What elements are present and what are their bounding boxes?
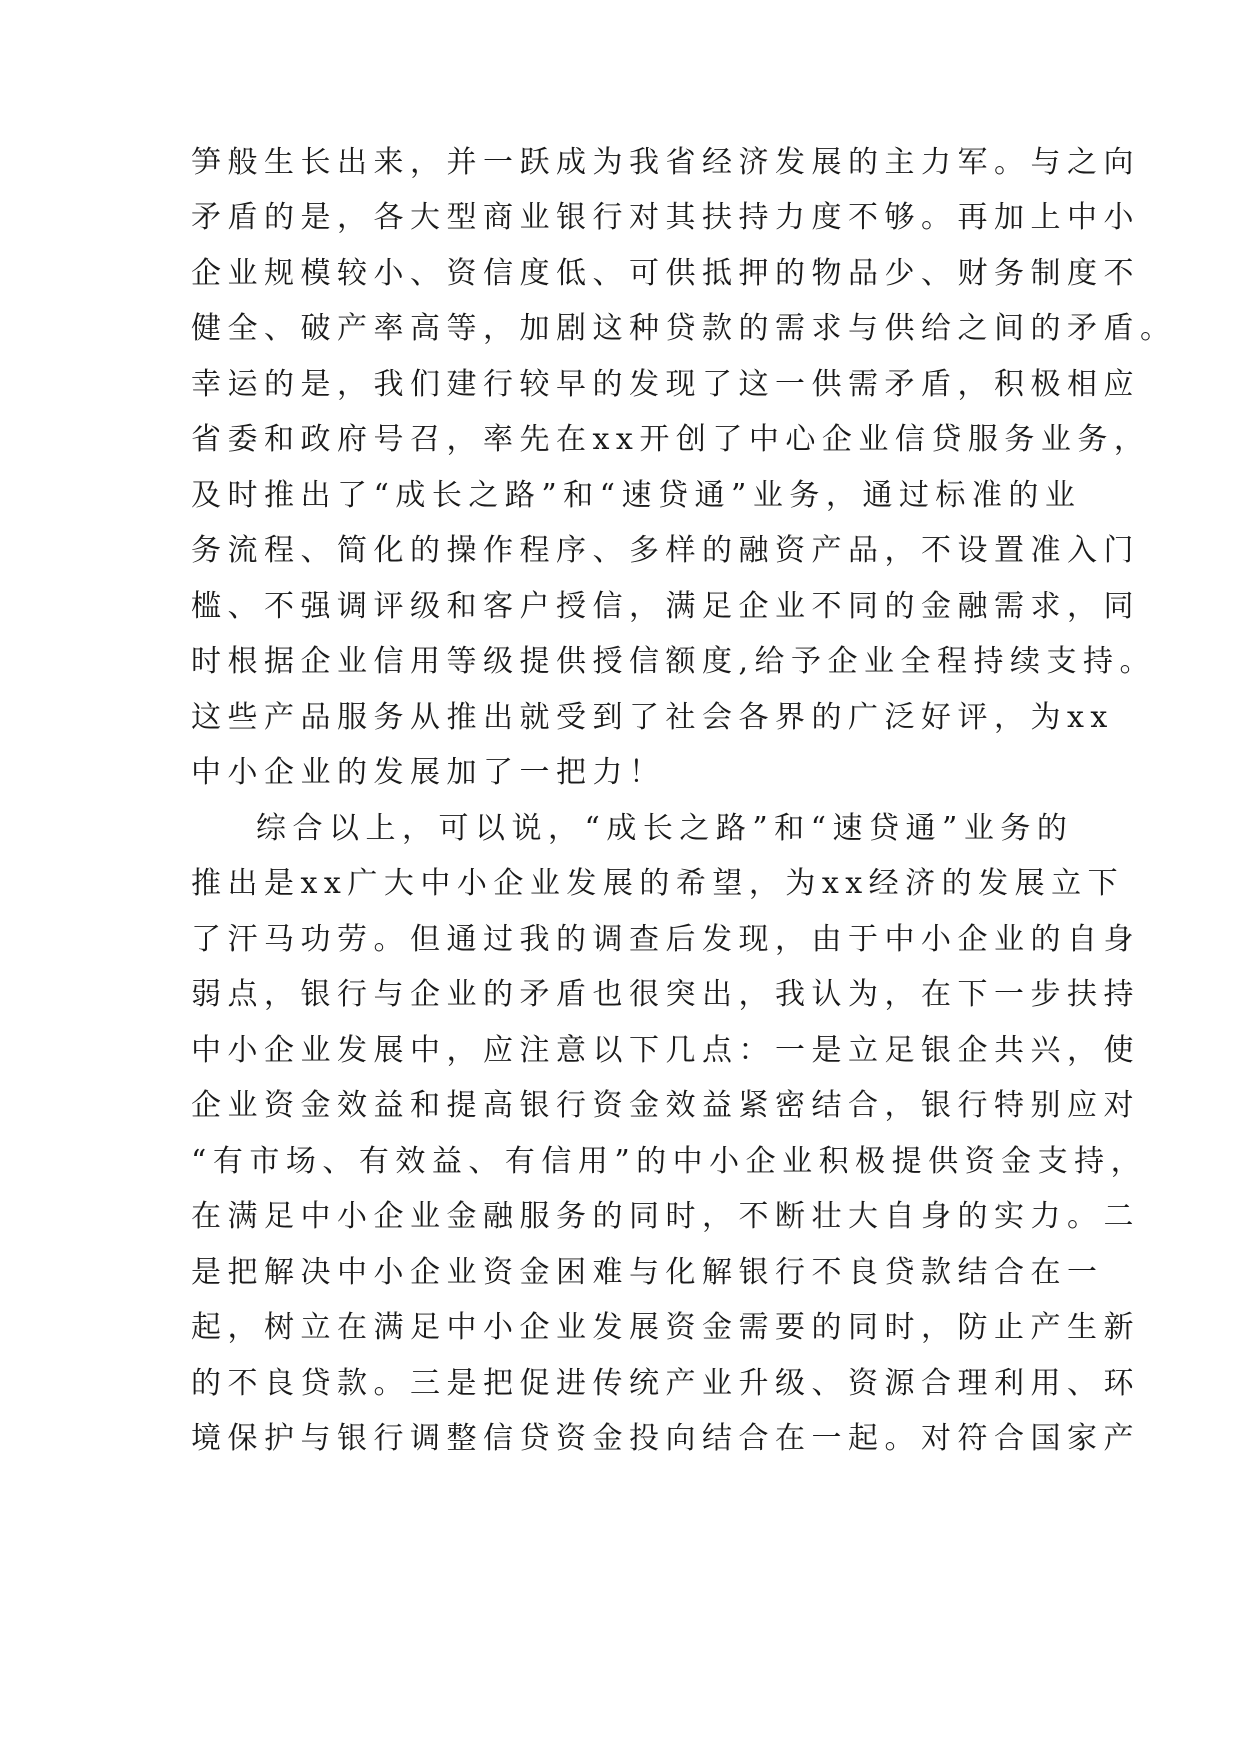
text-line: 弱点，银行与企业的矛盾也很突出，我认为，在下一步扶持 bbox=[191, 977, 1140, 1012]
text-line: 健全、破产率高等，加剧这种贷款的需求与供给之间的矛盾。 bbox=[191, 311, 1177, 346]
text-line: 在满足中小企业金融服务的同时，不断壮大自身的实力。二 bbox=[191, 1199, 1140, 1234]
text-line: 中小企业的发展加了一把力！ bbox=[191, 755, 666, 790]
text-line: 推出是xx广大中小企业发展的希望，为xx经济的发展立下 bbox=[191, 866, 1125, 901]
text-line: 综合以上，可以说，“成长之路”和“速贷通”业务的 bbox=[256, 811, 1074, 846]
text-line: 时根据企业信用等级提供授信额度,给予企业全程持续支持。 bbox=[191, 644, 1157, 679]
text-line: 了汗马功劳。但通过我的调查后发现，由于中小企业的自身 bbox=[191, 922, 1140, 957]
text-line: 境保护与银行调整信贷资金投向结合在一起。对符合国家产 bbox=[191, 1421, 1140, 1456]
text-line: 幸运的是，我们建行较早的发现了这一供需矛盾，积极相应 bbox=[191, 367, 1140, 402]
text-line: 矛盾的是，各大型商业银行对其扶持力度不够。再加上中小 bbox=[191, 200, 1140, 235]
text-line: “有市场、有效益、有信用”的中小企业积极提供资金支持， bbox=[191, 1144, 1148, 1179]
text-line: 省委和政府号召，率先在xx开创了中心企业信贷服务业务， bbox=[191, 422, 1151, 457]
text-line: 笋般生长出来，并一跃成为我省经济发展的主力军。与之向 bbox=[191, 145, 1140, 180]
text-line: 中小企业发展中，应注意以下几点：一是立足银企共兴，使 bbox=[191, 1033, 1140, 1068]
text-line: 的不良贷款。三是把促进传统产业升级、资源合理利用、环 bbox=[191, 1366, 1140, 1401]
text-line: 槛、不强调评级和客户授信，满足企业不同的金融需求，同 bbox=[191, 589, 1140, 624]
text-line: 企业资金效益和提高银行资金效益紧密结合，银行特别应对 bbox=[191, 1088, 1140, 1123]
text-line: 及时推出了“成长之路”和“速贷通”业务，通过标准的业 bbox=[191, 478, 1082, 513]
text-line: 务流程、简化的操作程序、多样的融资产品，不设置准入门 bbox=[191, 533, 1140, 568]
text-line: 企业规模较小、资信度低、可供抵押的物品少、财务制度不 bbox=[191, 256, 1140, 291]
text-line: 起，树立在满足中小企业发展资金需要的同时，防止产生新 bbox=[191, 1310, 1140, 1345]
text-line: 是把解决中小企业资金困难与化解银行不良贷款结合在一 bbox=[191, 1255, 1104, 1290]
text-line: 这些产品服务从推出就受到了社会各界的广泛好评，为xx bbox=[191, 700, 1114, 735]
